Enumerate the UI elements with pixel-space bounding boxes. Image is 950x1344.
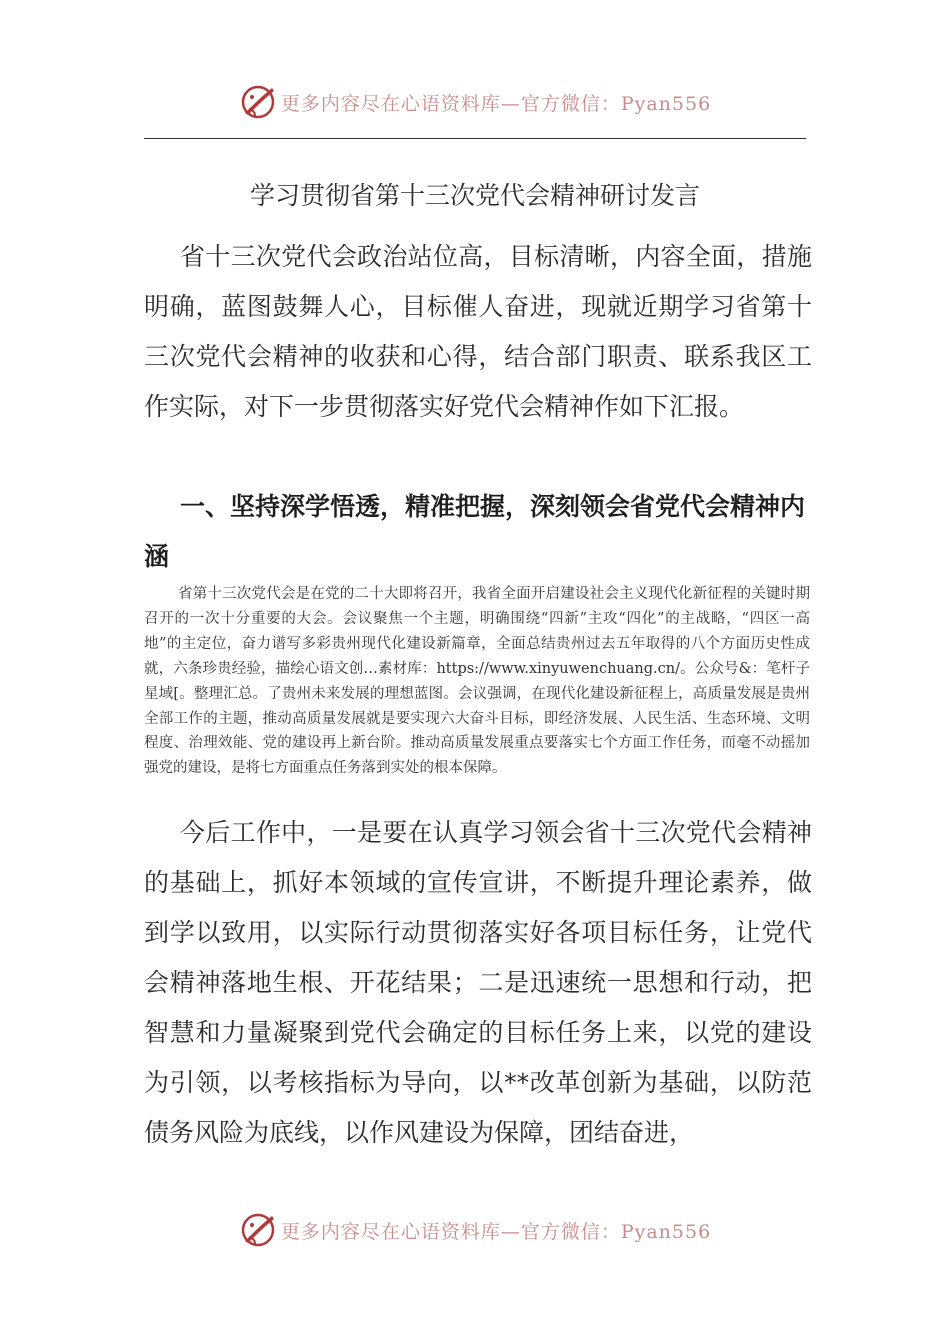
- header-banner-text: 更多内容尽在心语资料库—官方微信：Pyan556: [280, 92, 712, 115]
- header-divider: [144, 138, 806, 139]
- pen-logo-icon: [239, 83, 277, 121]
- footer-banner-text: 更多内容尽在心语资料库—官方微信：Pyan556: [280, 1220, 712, 1243]
- intro-paragraph: 省十三次党代会政治站位高，目标清晰，内容全面，措施明确，蓝图鼓舞人心，目标催人奋进，现就近期学习省第十三次党代会精神的收获和心得，结合部门职责、联系我区工作实际，对下一步贯彻落实好党代会精神作如下汇报。: [144, 242, 812, 421]
- header-banner: [0, 82, 950, 122]
- section-heading: 一、坚持深学悟透，精准把握，深刻领会省党代会精神内涵: [144, 492, 806, 571]
- work-plan-paragraph: 今后工作中，一是要在认真学习领会省十三次党代会精神的基础上，抓好本领域的宣传宣讲，不断提升理论素养，做到学以致用，以实际行动贯彻落实好各项目标任务，让党代会精神落地生根、开花结果；二是迅速统一思想和行动，把智慧和力量凝聚到党代会确定的目标任务上来，以党的建设为引领，以考核指标为导向，以**改革创新为基础，以防范债务风险为底线，以作风建设为保障，团结奋进，: [144, 818, 812, 1147]
- footer-banner: [0, 1210, 950, 1250]
- pen-logo-icon: [239, 1211, 277, 1249]
- document-title: 学习贯彻省第十三次党代会精神研讨发言: [249, 181, 700, 210]
- section-body-small: 省第十三次党代会是在党的二十大即将召开，我省全面开启建设社会主义现代化新征程的关键时期召开的一次十分重要的大会。会议聚焦一个主题，明确围绕“四新”主攻“四化”的主战略，“四区一高地”的主定位，奋力谱写多彩贵州现代化建设新篇章，全面总结贵州过去五年取得的八个方面历史性成就，六条珍贵经验，描绘心语文创…素材库：https://www.xinyuwenchuang.cn/。公众号&：笔杆子星域[。整理汇总。了贵州未来发展的理想蓝图。会议强调，在现代化建设新征程上，高质量发展是贵州全部工作的主题，推动高质量发展就是要实现六大奋斗目标，即经济发展、人民生活、生态环境、文明程度、治理效能、党的建设再上新台阶。推动高质量发展重点要落实七个方面工作任务，而毫不动摇加强党的建设，是将七方面重点任务落到实处的根本保障。: [144, 586, 810, 777]
